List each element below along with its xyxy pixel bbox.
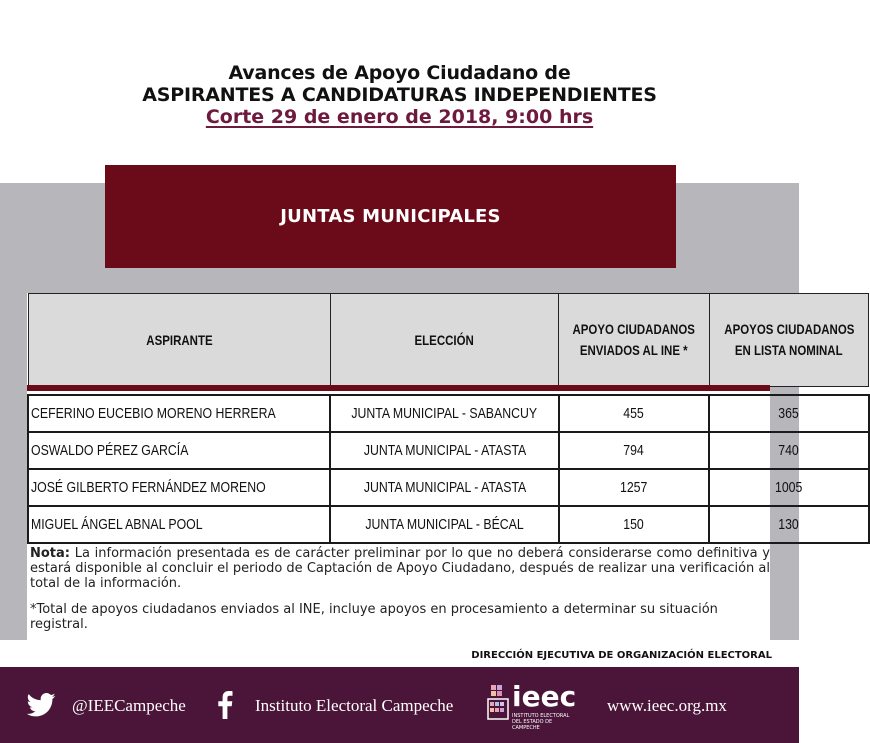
logo-subtitle: INSTITUTO ELECTORAL DEL ESTADO DE CAMPECHE	[512, 713, 570, 731]
cell-lista: 130	[709, 506, 869, 543]
table-header-row	[28, 294, 869, 387]
twitter-icon[interactable]	[26, 693, 56, 717]
cut-date-text: Corte 29 de enero de 2018, 9:00 hrs	[205, 106, 594, 128]
cell-apoyo: 794	[559, 432, 709, 469]
header-aspirante: ASPIRANTE	[28, 294, 330, 387]
cell-eleccion: JUNTA MUNICIPAL - BÉCAL	[330, 506, 558, 543]
cell-aspirante: MIGUEL ÁNGEL ABNAL POOL	[28, 506, 330, 543]
asterisk-text: Total de apoyos ciudadanos enviados al INE, incluye apoyos en procesamiento a determinar su situación registral.	[30, 602, 718, 632]
cell-apoyo: 455	[559, 395, 709, 432]
ieec-logo	[486, 681, 578, 731]
cell-apoyo: 150	[559, 506, 709, 543]
cut-date	[0, 106, 799, 128]
cell-lista: 365	[709, 395, 869, 432]
title-line-2: ASPIRANTES A CANDIDATURAS INDEPENDIENTES	[142, 84, 657, 106]
twitter-handle[interactable]: @IEECampeche	[72, 696, 186, 715]
table-row	[28, 395, 869, 432]
cell-eleccion: JUNTA MUNICIPAL - ATASTA	[330, 432, 558, 469]
note-preliminary	[30, 546, 770, 591]
header-separator	[27, 385, 770, 391]
table-row	[28, 506, 869, 543]
table-row	[28, 432, 869, 469]
direction-label: DIRECCIÓN EJECUTIVA DE ORGANIZACIÓN ELECTORAL	[471, 650, 772, 661]
asterisk-mark: *	[30, 602, 37, 617]
results-table	[27, 293, 870, 544]
cell-lista: 740	[709, 432, 869, 469]
website-link[interactable]: www.ieec.org.mx	[607, 696, 727, 715]
header-apoyo-ine: APOYO CIUDADANOS ENVIADOS AL INE *	[559, 294, 709, 387]
cell-aspirante: CEFERINO EUCEBIO MORENO HERRERA	[28, 395, 330, 432]
footer	[0, 667, 799, 743]
section-banner: JUNTAS MUNICIPALES	[105, 165, 676, 268]
cell-lista: 1005	[709, 469, 869, 506]
facebook-icon[interactable]	[212, 691, 238, 719]
header	[0, 0, 799, 183]
cell-aspirante: OSWALDO PÉREZ GARCÍA	[28, 432, 330, 469]
note-text: La información presentada es de carácter preliminar por lo que no deberá considerarse como definitiva y estará disponible al concluir el periodo de Captación de Apoyo Ciudadano, después de realizar una verificación al total de la información.	[30, 546, 770, 591]
title-line-1: Avances de Apoyo Ciudadano de	[228, 62, 571, 84]
cell-apoyo: 1257	[559, 469, 709, 506]
logo-wordmark: ieec	[512, 680, 577, 713]
header-eleccion: ELECCIÓN	[330, 294, 558, 387]
header-lista-nominal: APOYOS CIUDADANOS EN LISTA NOMINAL	[709, 294, 869, 387]
cell-eleccion: JUNTA MUNICIPAL - SABANCUY	[330, 395, 558, 432]
table-row	[28, 469, 869, 506]
note-label: Nota:	[30, 546, 70, 561]
note-asterisk	[30, 602, 770, 632]
cell-aspirante: JOSÉ GILBERTO FERNÁNDEZ MORENO	[28, 469, 330, 506]
facebook-page[interactable]: Instituto Electoral Campeche	[255, 696, 454, 715]
cell-eleccion: JUNTA MUNICIPAL - ATASTA	[330, 469, 558, 506]
